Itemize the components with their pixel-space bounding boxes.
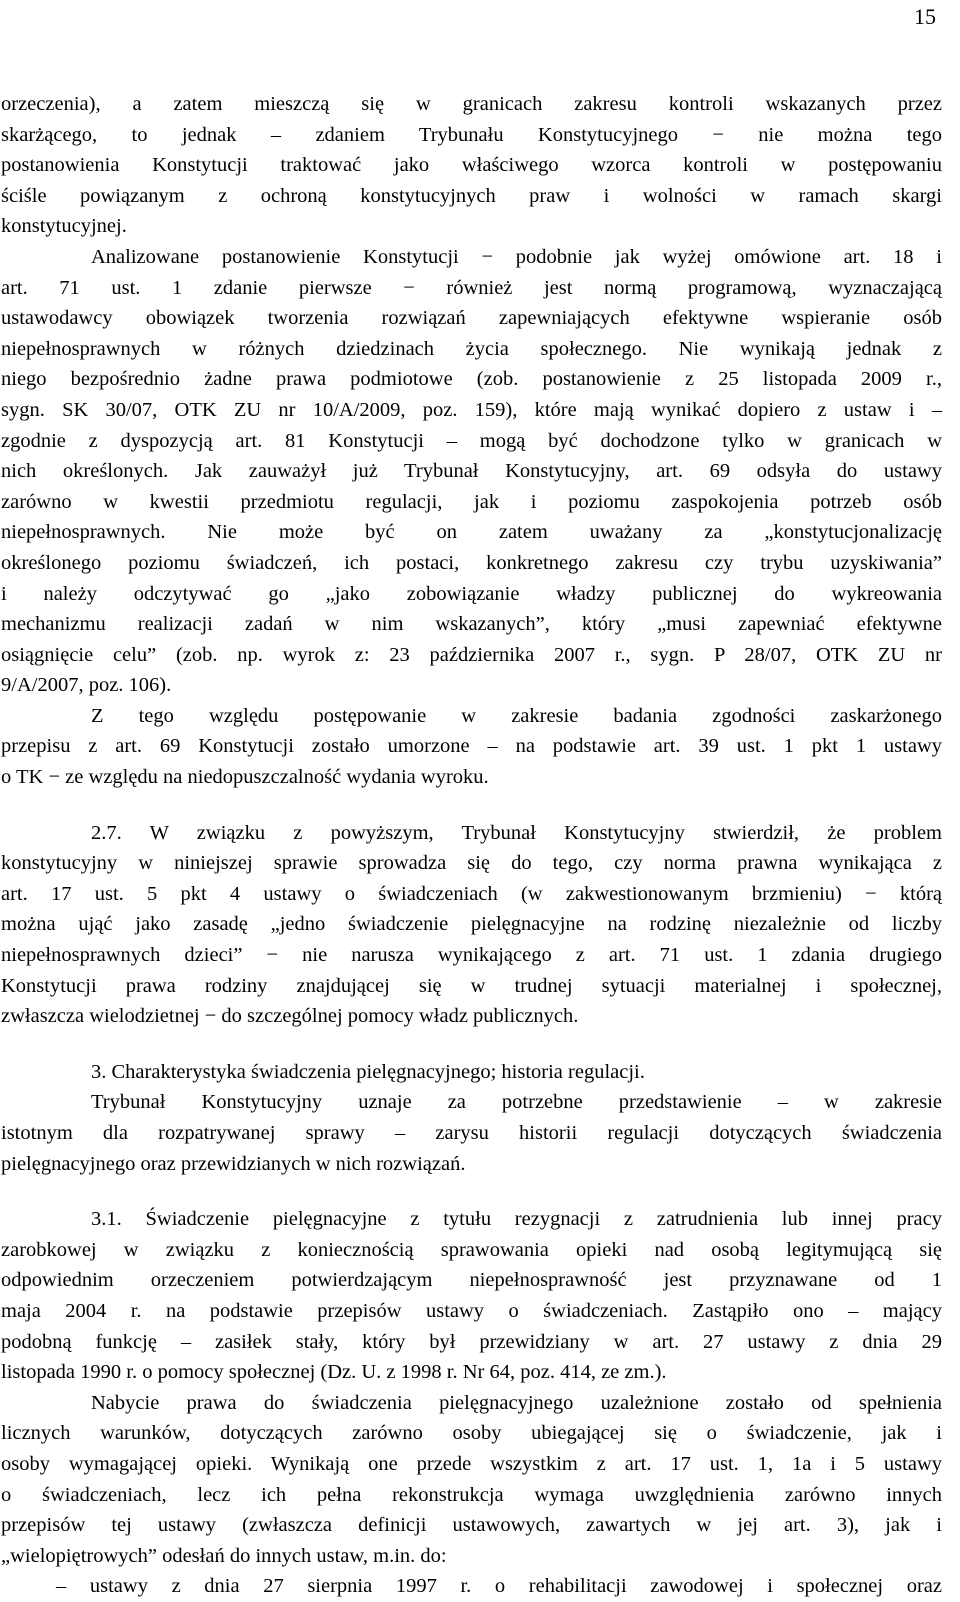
text-line: 3. Charakterystyka świadczenia pielęgnacyjnego; historia regulacji. <box>91 1060 645 1083</box>
text-line: konstytucyjny w niniejszej sprawie sprowadza się do tego, czy norma prawna wynikająca z <box>1 852 942 875</box>
text-line: nich określonych. Jak zauważył już Trybunał Konstytucyjny, art. 69 odsyła do ustawy <box>1 460 942 483</box>
text-line: mechanizmu realizacji zadań w nim wskazanych”, który „musi zapewniać efektywne <box>1 613 942 636</box>
text-line: – ustawy z dnia 27 sierpnia 1997 r. o rehabilitacji zawodowej i społecznej oraz <box>56 1575 942 1598</box>
paragraph-gap <box>1 1032 942 1057</box>
text-line: ustawodawcy obowiązek tworzenia rozwiązań zapewniających efektywne wspieranie osób <box>1 307 942 330</box>
paragraph-gap <box>1 793 942 818</box>
text-line: „wielopiętrowych” odesłań do innych ustaw, m.in. do: <box>1 1544 447 1567</box>
text-line: Trybunał Konstytucyjny uznaje za potrzebne przedstawienie – w zakresie <box>91 1091 942 1114</box>
text-line: 2.7. W związku z powyższym, Trybunał Konstytucyjny stwierdził, że problem <box>91 821 942 844</box>
text-line: art. 17 ust. 5 pkt 4 ustawy o świadczeniach (w zakwestionowanym brzmieniu) − którą <box>1 882 942 905</box>
text-line: przepisów tej ustawy (zwłaszcza definicji ustawowych, zawartych w jej art. 3), jak i <box>1 1514 942 1537</box>
text-line: niego bezpośrednio żadne prawa podmiotowe (zob. postanowienie z 25 listopada 2009 r., <box>1 368 942 391</box>
text-line: zarówno w kwestii przedmiotu regulacji, jak i poziomu zaspokojenia potrzeb osób <box>1 490 942 513</box>
text-line: orzeczenia), a zatem mieszczą się w granicach zakresu kontroli wskazanych przez <box>1 93 942 115</box>
text-line: określonego poziomu świadczeń, ich postaci, konkretnego zakresu czy trybu uzyskiwania” <box>1 551 942 574</box>
text-line: Konstytucji prawa rodziny znajdującej się w trudnej sytuacji materialnej i społecznej, <box>1 974 942 997</box>
text-line: art. 71 ust. 1 zdanie pierwsze − również jest normą programową, wyznaczającą <box>1 276 942 299</box>
text-line: konstytucyjnej. <box>1 215 127 238</box>
paragraph-gap <box>1 1179 942 1204</box>
text-line: skarżącego, to jednak – zdaniem Trybunału Konstytucyjnego − nie można tego <box>1 123 942 146</box>
text-line: ściśle powiązanym z ochroną konstytucyjnych praw i wolności w ramach skargi <box>1 184 942 207</box>
text-line: niepełnosprawnych. Nie może być on zatem uważany za „konstytucjonalizację <box>1 521 942 544</box>
text-line: listopada 1990 r. o pomocy społecznej (Dz. U. z 1998 r. Nr 64, poz. 414, ze zm.). <box>1 1361 667 1384</box>
text-line: przepisu z art. 69 Konstytucji zostało umorzone – na podstawie art. 39 ust. 1 pkt 1 ustawy <box>1 735 942 758</box>
text-line: odpowiednim orzeczeniem potwierdzającym niepełnosprawność jest przyznawane od 1 <box>1 1269 942 1292</box>
page-number: 15 <box>914 4 936 29</box>
text-line: można ująć jako zasadę „jedno świadczenie pielęgnacyjne na rodzinę niezależnie od liczby <box>1 913 942 936</box>
text-line: 3.1. Świadczenie pielęgnacyjne z tytułu rezygnacji z zatrudnienia lub innej pracy <box>91 1208 942 1231</box>
text-line: zarobkowej w związku z koniecznością sprawowania opieki nad osobą legitymującą się <box>1 1238 942 1261</box>
text-line: Analizowane postanowienie Konstytucji − podobnie jak wyżej omówione art. 18 i <box>91 245 942 268</box>
text-line: osiągnięcie celu” (zob. np. wyrok z: 23 października 2007 r., sygn. P 28/07, OTK ZU nr <box>1 643 942 666</box>
text-line: niepełnosprawnych w różnych dziedzinach życia społecznego. Nie wynikają jednak z <box>1 337 942 360</box>
text-line: zwłaszcza wielodzietnej − do szczególnej pomocy władz publicznych. <box>1 1005 579 1028</box>
text-line: istotnym dla rozpatrywanej sprawy – zarysu historii regulacji dotyczących świadczenia <box>1 1122 942 1144</box>
text-line: o TK − ze względu na niedopuszczalność wydania wyroku. <box>1 766 489 789</box>
text-line: licznych warunków, dotyczących zarówno osoby ubiegającej się o świadczenie, jak i <box>1 1422 942 1445</box>
text-line: Z tego względu postępowanie w zakresie badania zgodności zaskarżonego <box>91 704 942 727</box>
text-line: o świadczeniach, lecz ich pełna rekonstrukcja wymaga uwzględnienia zarówno innych <box>1 1483 942 1506</box>
text-line: maja 2004 r. na podstawie przepisów ustawy o świadczeniach. Zastąpiło ono – mający <box>1 1299 942 1322</box>
text-line: 9/A/2007, poz. 106). <box>1 674 172 697</box>
text-line: zgodnie z dyspozycją art. 81 Konstytucji – mogą być dochodzone tylko w granicach w <box>1 429 942 452</box>
text-line: podobną funkcję – zasiłek stały, który był przewidziany w art. 27 ustawy z dnia 29 <box>1 1330 942 1353</box>
text-line: osoby wymagającej opieki. Wynikają one przede wszystkim z art. 17 ust. 1, 1a i 5 ustawy <box>1 1452 942 1475</box>
text-line: Nabycie prawa do świadczenia pielęgnacyjnego uzależnione zostało od spełnienia <box>91 1391 942 1414</box>
text-line: postanowienia Konstytucji traktować jako właściwego wzorca kontroli w postępowaniu <box>1 154 942 177</box>
document-body <box>1 89 942 1602</box>
text-line: sygn. SK 30/07, OTK ZU nr 10/A/2009, poz. 159), które mają wynikać dopiero z ustaw i – <box>1 398 942 421</box>
text-line: i należy odczytywać go „jako zobowiązanie władzy publicznej do wykreowania <box>1 582 942 605</box>
text-line: niepełnosprawnych dzieci” − nie narusza wynikającego z art. 71 ust. 1 zdania drugiego <box>1 944 942 967</box>
text-line: pielęgnacyjnego oraz przewidzianych w nich rozwiązań. <box>1 1152 466 1175</box>
